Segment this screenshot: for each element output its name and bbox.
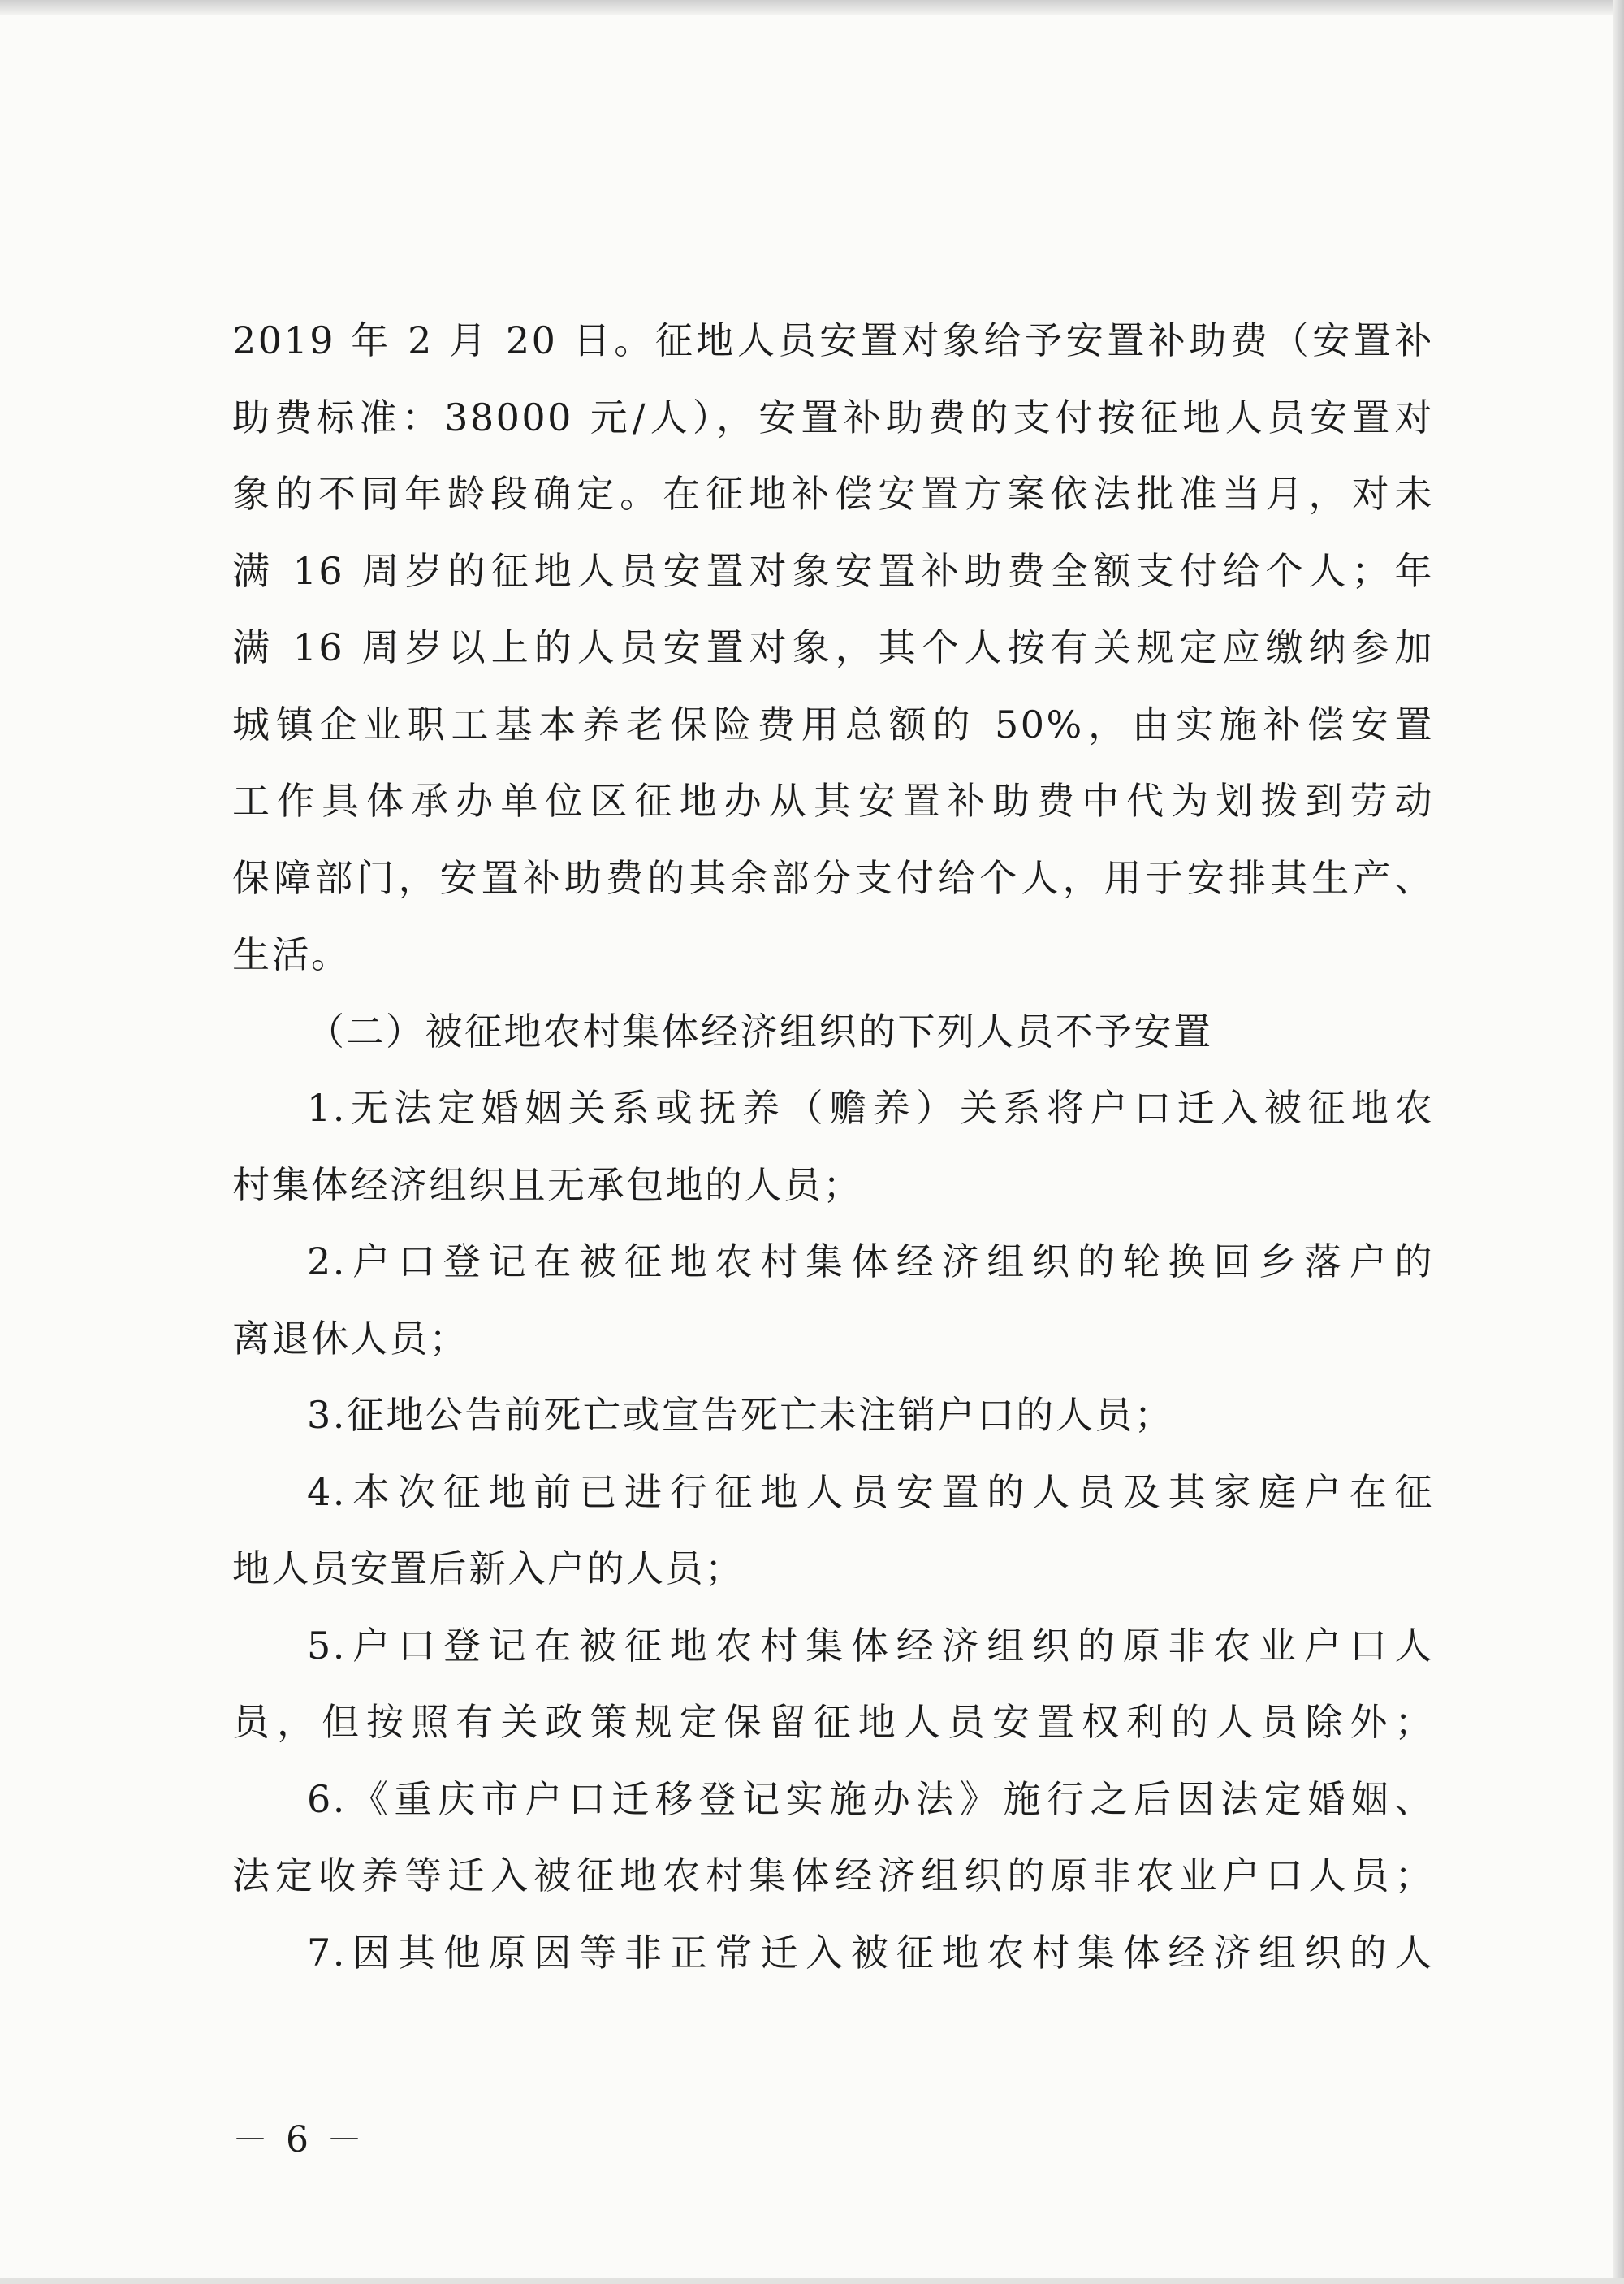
list-item-line: 3.征地公告前死亡或宣告死亡未注销户口的人员； — [307, 1393, 1174, 1437]
list-item-line: 7.因其他原因等非正常迁入被征地农村集体经济组织的人 — [307, 1930, 1434, 1975]
scan-edge-top — [0, 0, 1624, 15]
page-number: － 6 － — [232, 2119, 365, 2161]
list-item-line: 5.户口登记在被征地农村集体经济组织的原非农业户口人 — [307, 1623, 1434, 1668]
text-line: 满 16 周岁以上的人员安置对象，其个人按有关规定应缴纳参加 — [232, 625, 1434, 669]
section-heading: （二）被征地农村集体经济组织的下列人员不予安置 — [307, 1009, 1213, 1053]
list-item-line: 地人员安置后新入户的人员； — [232, 1546, 745, 1590]
list-item-line: 2.户口登记在被征地农村集体经济组织的轮换回乡落户的 — [307, 1239, 1434, 1283]
text-line: 城镇企业职工基本养老保险费用总额的 50%，由实施补偿安置 — [232, 702, 1434, 746]
text-line: 象的不同年龄段确定。在征地补偿安置方案依法批准当月，对未 — [232, 472, 1434, 516]
text-line: 保障部门，安置补助费的其余部分支付给个人，用于安排其生产、 — [232, 855, 1434, 900]
text-line: 2019 年 2 月 20 日。征地人员安置对象给予安置补助费（安置补 — [232, 318, 1434, 362]
list-item-line: 离退休人员； — [232, 1316, 469, 1360]
document-body — [232, 302, 1434, 1991]
scan-edge-bottom — [0, 2278, 1624, 2284]
scan-edge-right — [1613, 0, 1624, 2284]
list-item-line: 员，但按照有关政策规定保留征地人员安置权利的人员除外； — [232, 1700, 1434, 1744]
text-line: 满 16 周岁的征地人员安置对象安置补助费全额支付给个人；年 — [232, 548, 1434, 593]
text-line: 助费标准：38000 元/人），安置补助费的支付按征地人员安置对 — [232, 395, 1434, 439]
list-item-line: 4.本次征地前已进行征地人员安置的人员及其家庭户在征 — [307, 1469, 1434, 1514]
list-item-line: 6.《重庆市户口迁移登记实施办法》施行之后因法定婚姻、 — [307, 1776, 1434, 1821]
text-line: 生活。 — [232, 932, 351, 976]
list-item-line: 1.无法定婚姻关系或抚养（赡养）关系将户口迁入被征地农 — [307, 1086, 1434, 1130]
list-item-line: 村集体经济组织且无承包地的人员； — [232, 1162, 862, 1207]
list-item-line: 法定收养等迁入被征地农村集体经济组织的原非农业户口人员； — [232, 1854, 1434, 1897]
text-line: 工作具体承办单位区征地办从其安置补助费中代为划拨到劳动 — [232, 779, 1434, 823]
